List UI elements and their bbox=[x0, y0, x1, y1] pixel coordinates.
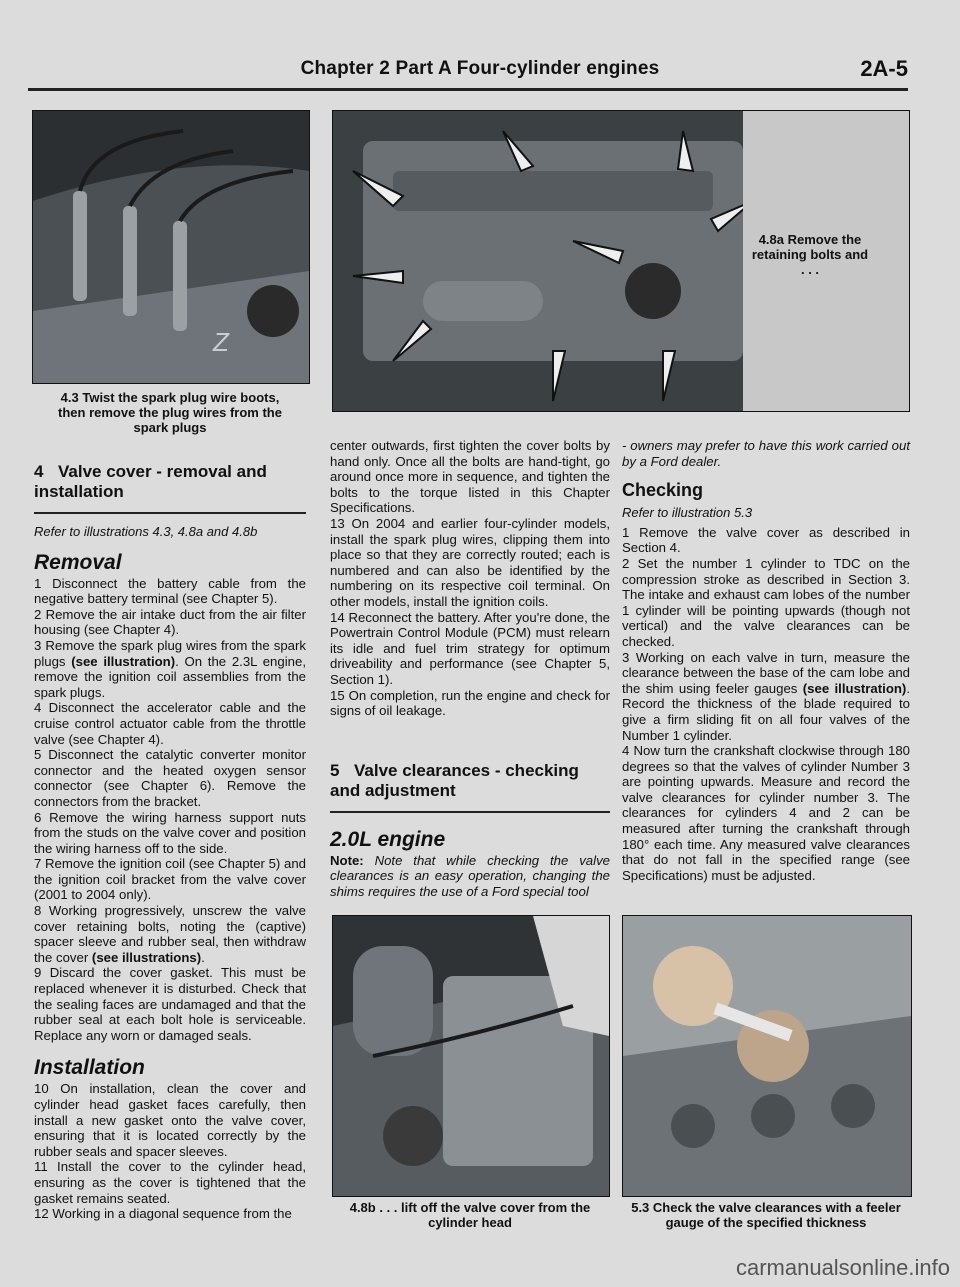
section-4-heading bbox=[34, 462, 306, 502]
photo-4-3 bbox=[32, 110, 310, 384]
column-2 bbox=[330, 438, 610, 899]
step-3: 3 Remove the spark plug wires from the spark plugs (see illustration). On the 2.3L engine, remove the ignition coil assemblies from the spark plugs. bbox=[34, 637, 306, 700]
section-5-title: Valve clearances - checking and adjustment bbox=[330, 760, 579, 800]
engine-heading: 2.0L engine bbox=[330, 827, 446, 851]
step-13: 13 On 2004 and earlier four-cylinder models, install the spark plug wires, clipping them into place so that they are correctly routed; each is numbered and can also be identified by the numbering on its respective coil terminal. On other models, install the ignition coils. bbox=[330, 515, 610, 609]
section-4-title: Valve cover - removal and installation bbox=[34, 462, 267, 501]
column-3 bbox=[622, 438, 910, 883]
step-9: 9 Discard the cover gasket. This must be replaced whenever it is disturbed. Check that the sealing faces are undamaged and that the rubber seal at each bolt hole is serviceable. Replace any worn or damaged seals. bbox=[34, 965, 306, 1043]
caption-4-3: 4.3 Twist the spark plug wire boots, then remove the plug wires from the spark plugs bbox=[58, 390, 282, 435]
caption-4-8a: 4.8a Remove the retaining bolts and . . . bbox=[751, 232, 869, 277]
step-6: 6 Remove the wiring harness support nuts from the studs on the valve cover and position the wiring harness off to the side. bbox=[34, 809, 306, 856]
step-12-continued: center outwards, first tighten the cover bolts by hand only. Once all the bolts are hand-tight, go around once more in sequence, and tighten the bolts to the torque listed in this Chapter Specifications. bbox=[330, 438, 610, 516]
section-4-rule bbox=[34, 512, 306, 514]
page-header bbox=[0, 56, 960, 86]
step-12: 12 Working in a diagonal sequence from the bbox=[34, 1206, 292, 1222]
note: Note: Note that while checking the valve clearances is an easy operation, changing the shims requires the use of a Ford special tool bbox=[330, 852, 610, 899]
section-5-number: 5 bbox=[330, 760, 340, 780]
page-number: 2A-5 bbox=[860, 56, 908, 81]
installation-heading: Installation bbox=[34, 1056, 145, 1080]
note-continued: - owners may prefer to have this work carried out by a Ford dealer. bbox=[622, 438, 910, 469]
step-7: 7 Remove the ignition coil (see Chapter 5) and the ignition coil bracket from the valve cover (2001 to 2004 only). bbox=[34, 856, 306, 903]
step-10: 10 On installation, clean the cover and cylinder head gasket faces carefully, then install a new gasket onto the valve cover, ensuring that it is located correctly by the rubber seals and spacer sleeves. bbox=[34, 1081, 306, 1159]
check-step-1: 1 Remove the valve cover as described in Section 4. bbox=[622, 524, 910, 556]
step-5: 5 Disconnect the catalytic converter monitor connector and the heated oxygen sensor connector (see Chapter 6). Remove the connectors from the bracket. bbox=[34, 747, 306, 809]
checking-heading: Checking bbox=[622, 480, 704, 501]
section-5-rule bbox=[330, 811, 610, 813]
check-step-3: 3 Working on each valve in turn, measure the clearance between the base of the cam lobe and the shim using feeler gauges (see illustration). Record the thickness of the blade required to give a firm sliding fit on all four valves of the Number 1 cylinder. bbox=[622, 649, 910, 743]
removal-heading: Removal bbox=[34, 550, 122, 574]
step-14: 14 Reconnect the battery. After you're done, the Powertrain Control Module (PCM) must relearn its idle and fuel trim strategy for optimum driveability and performance (see Chapter 5, Section 1). bbox=[330, 609, 610, 687]
checking-ref: Refer to illustration 5.3 bbox=[622, 505, 753, 521]
step-15: 15 On completion, run the engine and check for signs of oil leakage. bbox=[330, 687, 610, 719]
svg-text:Z: Z bbox=[213, 327, 229, 357]
step-2: 2 Remove the air intake duct from the air filter housing (see Chapter 4). bbox=[34, 606, 306, 638]
section-4-ref: Refer to illustrations 4.3, 4.8a and 4.8b bbox=[34, 524, 258, 539]
watermark: carmanualsonline.info bbox=[735, 1255, 950, 1280]
column-1 bbox=[34, 462, 306, 1222]
section-4-number: 4 bbox=[34, 462, 44, 481]
section-5-heading bbox=[330, 761, 610, 801]
step-4: 4 Disconnect the accelerator cable and the cruise control actuator cable from the throttle valve (see Chapter 4). bbox=[34, 700, 306, 747]
check-step-4: 4 Now turn the crankshaft clockwise through 180 degrees so that the valves of cylinder Number 3 are pointing upwards. Measure and record the valve clearances for cylinder number 3. The clearances for cylinders 4 and 2 can be measured after turning the crankshaft through 180° each time. Any measured valve clearances that do not fall in the specified range (see Specifications) must be adjusted. bbox=[622, 743, 910, 883]
caption-5-3: 5.3 Check the valve clearances with a feeler gauge of the specified thickness bbox=[631, 1200, 901, 1230]
step-8: 8 Working progressively, unscrew the valve cover retaining bolts, noting the (captive) spacer sleeve and rubber seal, then withdraw the cover (see illustrations). bbox=[34, 903, 306, 965]
photo-5-3 bbox=[622, 915, 912, 1197]
step-11: 11 Install the cover to the cylinder head, ensuring as the cover is tightened that the gasket remains seated. bbox=[34, 1159, 306, 1206]
check-step-2: 2 Set the number 1 cylinder to TDC on the compression stroke as described in Section 3. The intake and exhaust cam lobes of the number 1 cylinder will be pointing upwards (though not vertical) and the valve clearances can be checked. bbox=[622, 555, 910, 649]
step-1: 1 Disconnect the battery cable from the negative battery terminal (see Chapter 5). bbox=[34, 575, 306, 607]
header-rule bbox=[28, 88, 908, 91]
caption-4-8b: 4.8b . . . lift off the valve cover from the cylinder head bbox=[349, 1200, 591, 1230]
photo-4-8b bbox=[332, 915, 610, 1197]
chapter-title: Chapter 2 Part A Four-cylinder engines bbox=[300, 58, 660, 79]
